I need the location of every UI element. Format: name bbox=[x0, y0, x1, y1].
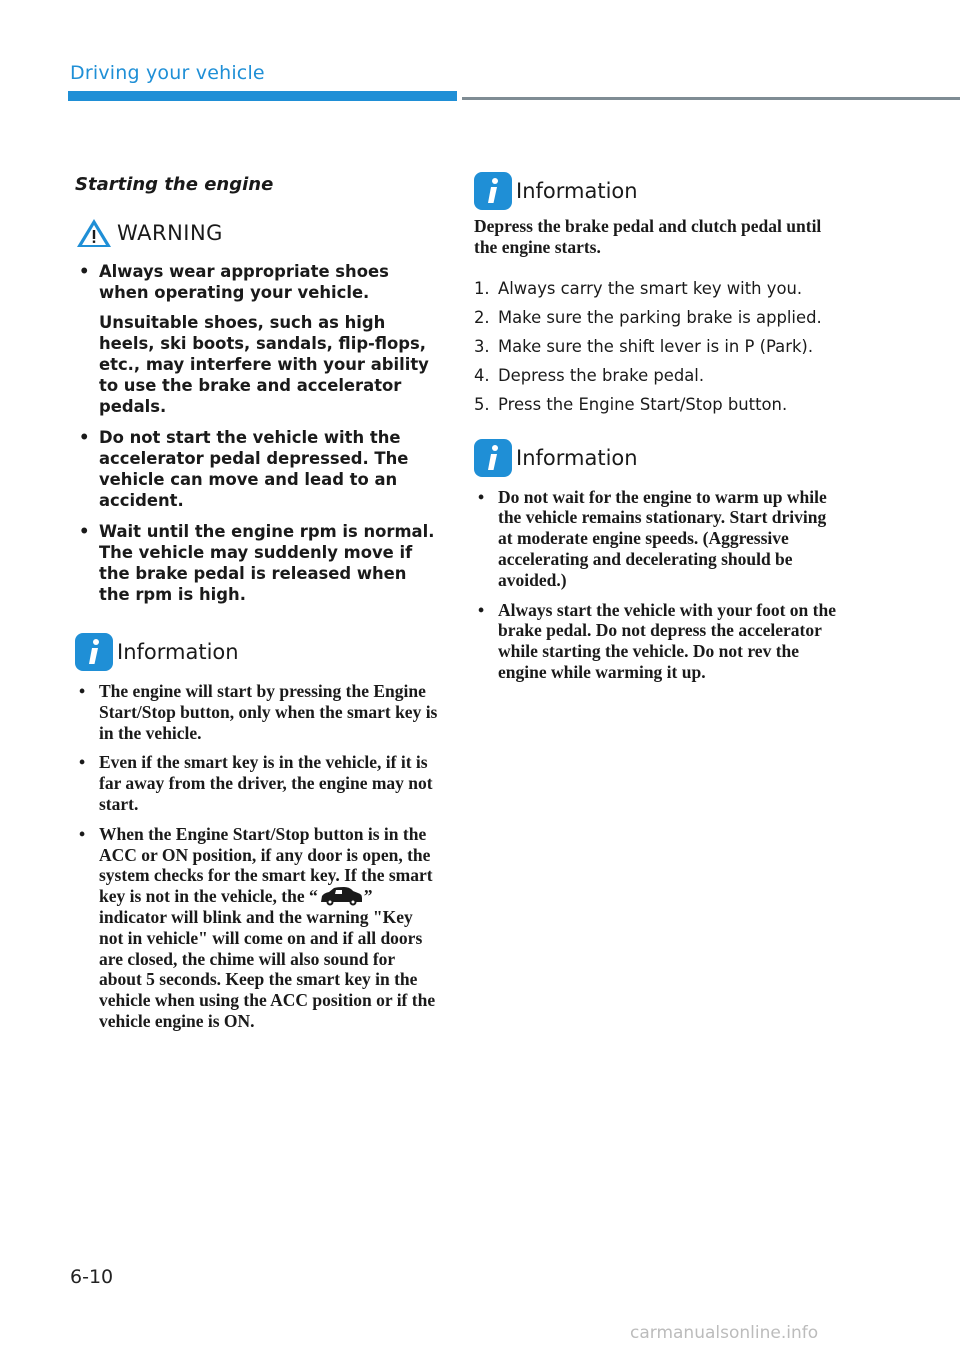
info-label: Information bbox=[516, 179, 638, 203]
step-item bbox=[474, 332, 844, 361]
info-icon bbox=[474, 439, 512, 477]
warning-item bbox=[75, 427, 440, 511]
info-text: Depress the brake pedal and clutch pedal until the engine starts. bbox=[474, 216, 822, 257]
warning-heading bbox=[75, 217, 440, 249]
steps-list bbox=[474, 274, 844, 419]
warning-triangle-icon bbox=[75, 217, 113, 249]
warning-item bbox=[75, 261, 440, 417]
info-heading bbox=[474, 172, 844, 210]
step-text: Make sure the shift lever is in P (Park). bbox=[498, 336, 814, 356]
step-number: 4. bbox=[474, 365, 490, 385]
info-icon bbox=[75, 633, 113, 671]
warning-item-text: • Do not start the vehicle with the accelerator pedal depressed. The vehicle can move and lead to an accident. bbox=[99, 428, 409, 510]
warning-item-text: • Always wear appropriate shoes when operating your vehicle. bbox=[99, 262, 389, 302]
warning-item bbox=[75, 521, 440, 605]
step-number: 3. bbox=[474, 336, 490, 356]
info-heading bbox=[75, 633, 440, 671]
step-text: Always carry the smart key with you. bbox=[498, 278, 803, 298]
warning-item-text: • Wait until the engine rpm is normal. The vehicle may suddenly move if the brake pedal is released when the rpm is high. bbox=[99, 522, 435, 604]
left-column bbox=[75, 172, 440, 1041]
step-number: 5. bbox=[474, 394, 490, 414]
step-item bbox=[474, 361, 844, 390]
info-list bbox=[75, 681, 440, 1032]
info-item: • Even if the smart key is in the vehicle, if it is far away from the driver, the engine may not start. bbox=[75, 752, 440, 814]
step-item bbox=[474, 303, 844, 332]
right-column bbox=[474, 172, 844, 692]
header-accent-bar bbox=[68, 91, 457, 101]
info-item: • The engine will start by pressing the Engine Start/Stop button, only when the smart key is in the vehicle. bbox=[75, 681, 440, 743]
step-number: 1. bbox=[474, 278, 490, 298]
info-label: Information bbox=[117, 640, 239, 664]
info-item: • Always start the vehicle with your foot on the brake pedal. Do not depress the accelerator while starting the vehicle. Do not rev the engine while warming it up. bbox=[474, 600, 844, 683]
info-heading bbox=[474, 439, 844, 477]
smart-key-car-icon bbox=[318, 886, 364, 906]
step-number: 2. bbox=[474, 307, 490, 327]
watermark: carmanualsonline.info bbox=[630, 1323, 819, 1343]
header-title: Driving your vehicle bbox=[70, 62, 265, 84]
step-text: Depress the brake pedal. bbox=[498, 365, 705, 385]
warning-item-text: Unsuitable shoes, such as high heels, ski boots, sandals, flip-flops, etc., may interfere with your ability to use the brake and accelerator pedals. bbox=[99, 313, 429, 416]
info-item: • Do not wait for the engine to warm up while the vehicle remains stationary. Start driving at moderate engine speeds. (Aggressive accelerating and decelerating should be avoided.) bbox=[474, 487, 844, 591]
step-text: Make sure the parking brake is applied. bbox=[498, 307, 822, 327]
warning-list bbox=[75, 261, 440, 605]
step-item bbox=[474, 390, 844, 419]
info-label: Information bbox=[516, 445, 638, 470]
page-number: 6-10 bbox=[70, 1266, 114, 1288]
info-list bbox=[474, 487, 844, 683]
section-title: Starting the engine bbox=[75, 174, 274, 195]
header-rule bbox=[462, 97, 960, 100]
info-icon bbox=[474, 172, 512, 210]
step-text: Press the Engine Start/Stop button. bbox=[498, 394, 788, 414]
info-item bbox=[75, 824, 440, 1032]
warning-label: WARNING bbox=[117, 221, 223, 245]
info-item-text: When the Engine Start/Stop button is in the ACC or ON position, if any door is open, the system checks for the smart key. If the smart key is not in the vehicle, the “ bbox=[99, 823, 433, 907]
info-item-text: ” indicator will blink and the warning "Key not in vehicle" will come on and if all doors are closed, the chime will also sound for about 5 seconds. Keep the smart key in the vehicle when using the ACC position or if the vehicle engine is ON. bbox=[99, 886, 436, 1031]
step-item bbox=[474, 274, 844, 303]
